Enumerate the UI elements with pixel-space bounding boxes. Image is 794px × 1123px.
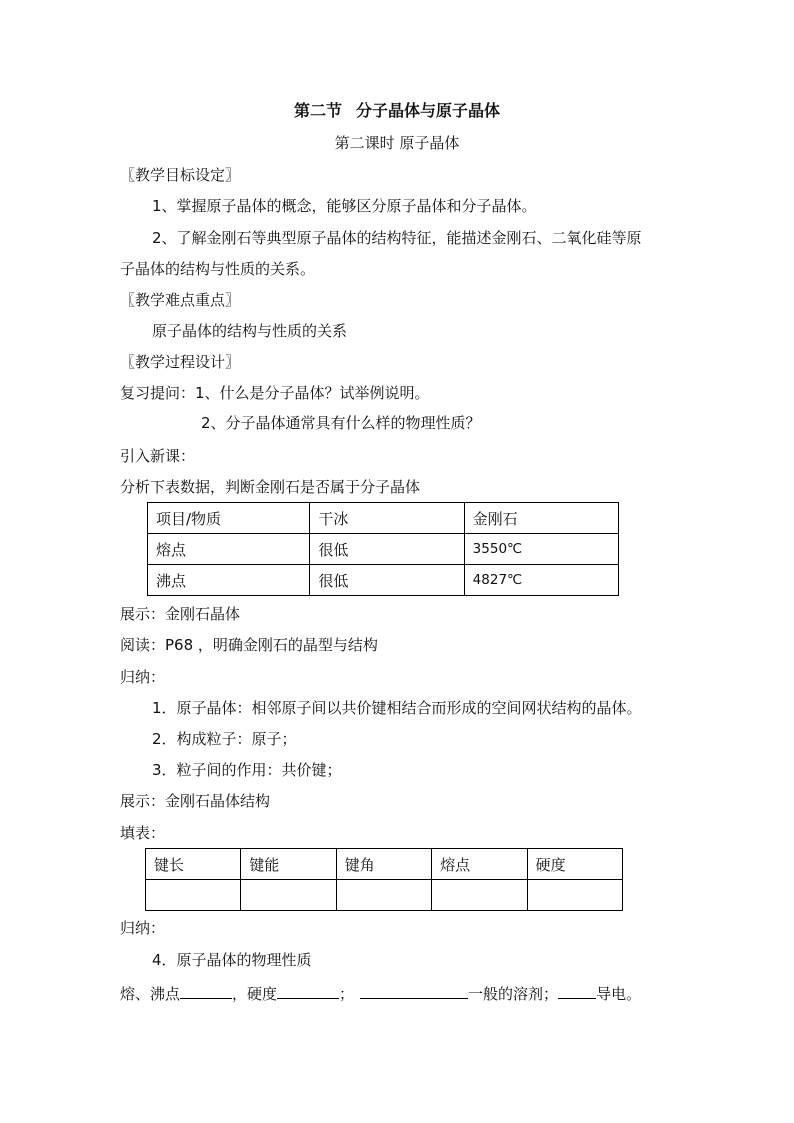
goal-2-line-1: 2、了解金刚石等典型原子晶体的结构特征，能描述金刚石、二氧化硅等原 bbox=[152, 229, 642, 247]
point-1: 1．原子晶体：相邻原子间以共价键相结合而形成的空间网状结构的晶体。 bbox=[152, 699, 642, 717]
table-header-cell: 干冰 bbox=[310, 503, 464, 534]
fill-table-label: 填表： bbox=[120, 824, 166, 842]
point-4: 4．原子晶体的物理性质 bbox=[152, 951, 312, 969]
blank-melting-boiling[interactable] bbox=[180, 982, 232, 999]
point-3: 3．粒子间的作用：共价键； bbox=[152, 761, 342, 779]
comparison-table bbox=[147, 502, 619, 596]
fill-label-melting-boiling: 熔、沸点 bbox=[120, 985, 181, 1003]
table-cell: 很低 bbox=[310, 534, 464, 565]
show-diamond-structure: 展示：金刚石晶体结构 bbox=[120, 792, 271, 810]
blank-hardness[interactable] bbox=[277, 982, 339, 999]
blank-cell[interactable] bbox=[336, 880, 431, 911]
fill-label-conductivity: 导电。 bbox=[596, 985, 642, 1003]
table-row bbox=[146, 849, 623, 880]
blank-cell[interactable] bbox=[432, 880, 527, 911]
table-header-cell: 键长 bbox=[146, 849, 241, 880]
table-header-cell: 金刚石 bbox=[464, 503, 618, 534]
table-header-cell: 熔点 bbox=[432, 849, 527, 880]
page-subtitle: 第二课时 原子晶体 bbox=[334, 134, 460, 152]
table-cell: 3550℃ bbox=[464, 534, 618, 565]
review-question-2: 2、分子晶体通常具有什么样的物理性质？ bbox=[201, 414, 481, 432]
summary-label-2: 归纳： bbox=[120, 919, 166, 937]
table-header-cell: 项目/物质 bbox=[148, 503, 310, 534]
table-header-cell: 硬度 bbox=[527, 849, 622, 880]
review-question-1: 复习提问：1、什么是分子晶体？试举例说明。 bbox=[120, 384, 430, 402]
table-row bbox=[148, 565, 619, 596]
blank-solubility[interactable] bbox=[360, 982, 468, 999]
table-row bbox=[148, 534, 619, 565]
point-2: 2．构成粒子：原子； bbox=[152, 730, 297, 748]
table-header-cell: 键能 bbox=[241, 849, 336, 880]
key-point: 原子晶体的结构与性质的关系 bbox=[152, 322, 348, 340]
table-cell: 很低 bbox=[310, 565, 464, 596]
summary-label-1: 归纳： bbox=[120, 668, 166, 686]
title-topic: 分子晶体与原子晶体 bbox=[356, 101, 501, 120]
section-process-heading: 〖教学过程设计〗 bbox=[120, 353, 241, 371]
fill-in-table bbox=[145, 848, 623, 911]
fill-separator: ； bbox=[339, 985, 355, 1003]
blank-cell[interactable] bbox=[241, 880, 336, 911]
goal-2-line-2: 子晶体的结构与性质的关系。 bbox=[120, 260, 316, 278]
fill-in-line bbox=[120, 982, 641, 1004]
section-goals-heading: 〖教学目标设定〗 bbox=[120, 166, 241, 184]
analyze-instruction: 分析下表数据，判断金刚石是否属于分子晶体 bbox=[120, 478, 421, 496]
title-section: 第二节 bbox=[293, 101, 342, 120]
blank-conductivity[interactable] bbox=[558, 982, 596, 999]
table-cell: 4827℃ bbox=[464, 565, 618, 596]
fill-label-solvent: 一般的溶剂； bbox=[468, 985, 559, 1003]
goal-1: 1、掌握原子晶体的概念，能够区分原子晶体和分子晶体。 bbox=[152, 197, 537, 215]
intro-label: 引入新课： bbox=[120, 447, 196, 465]
page-title bbox=[0, 101, 794, 121]
table-header-cell: 键角 bbox=[336, 849, 431, 880]
table-cell: 熔点 bbox=[148, 534, 310, 565]
blank-cell[interactable] bbox=[146, 880, 241, 911]
table-row bbox=[146, 880, 623, 911]
section-key-heading: 〖教学难点重点〗 bbox=[120, 291, 241, 309]
reading-instruction: 阅读：P68 ，明确金刚石的晶型与结构 bbox=[120, 636, 378, 654]
blank-cell[interactable] bbox=[527, 880, 622, 911]
table-row bbox=[148, 503, 619, 534]
show-diamond-crystal: 展示：金刚石晶体 bbox=[120, 605, 241, 623]
table-cell: 沸点 bbox=[148, 565, 310, 596]
fill-label-hardness: ，硬度 bbox=[232, 985, 278, 1003]
